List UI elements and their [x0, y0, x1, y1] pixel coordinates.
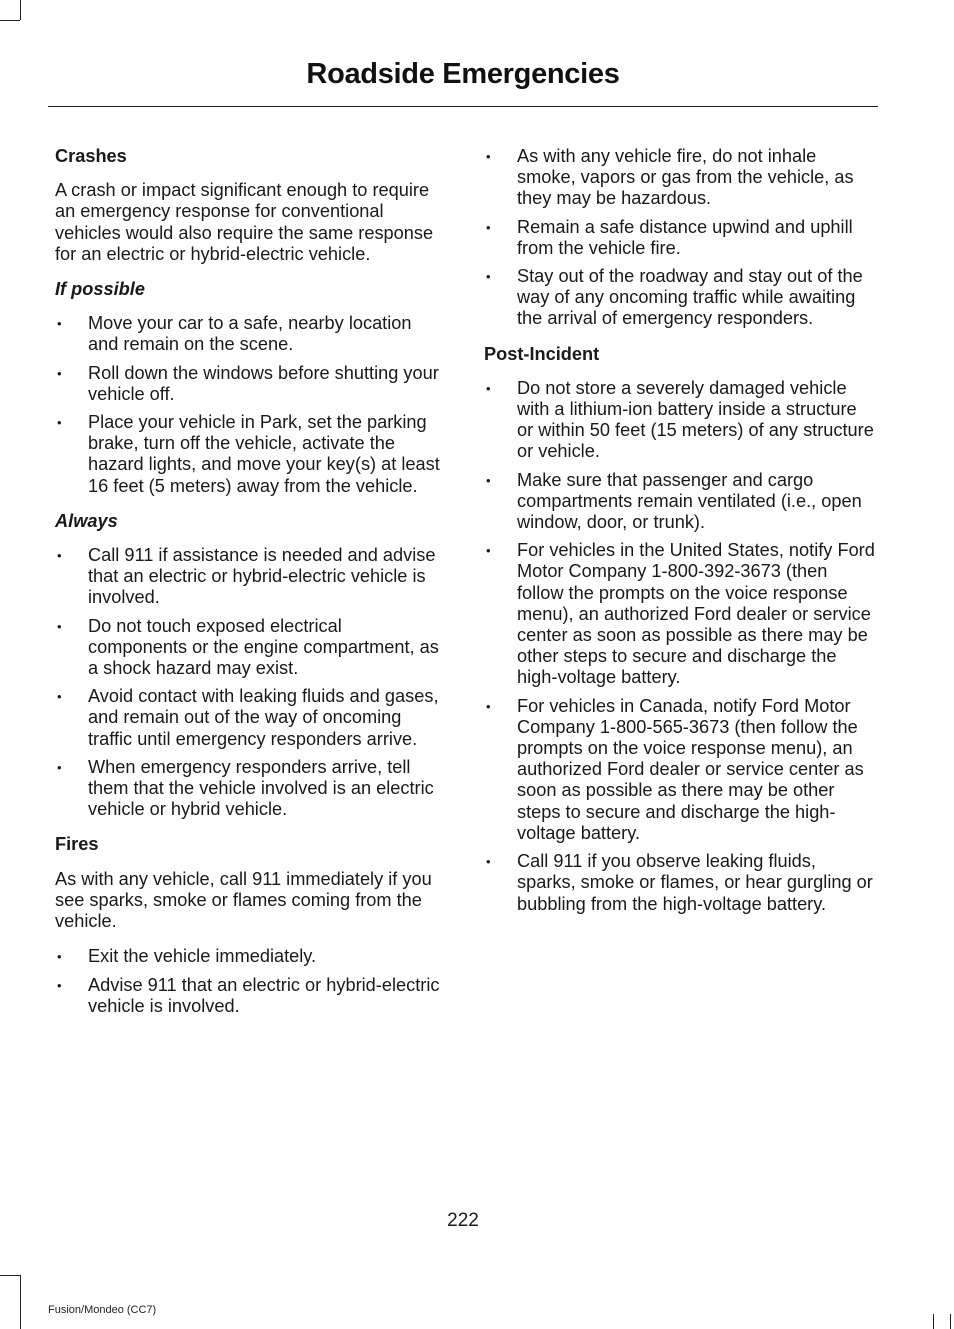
list-item: [484, 217, 876, 259]
bullet-icon: •: [57, 415, 62, 431]
crop-mark-bottom-left-h: [0, 1275, 20, 1276]
bullet-icon: •: [57, 977, 62, 993]
list-item: [484, 851, 876, 915]
list-item-text: Advise 911 that an electric or hybrid-electric vehicle is involved.: [88, 974, 440, 1016]
left-column: [55, 146, 445, 1031]
fires-list: [55, 946, 445, 1017]
bullet-icon: •: [486, 854, 491, 870]
list-item-text: Remain a safe distance upwind and uphill from the vehicle fire.: [517, 216, 853, 258]
crop-mark-bottom-right-1: [933, 1314, 934, 1329]
list-item: [55, 616, 445, 680]
bullet-icon: •: [486, 543, 491, 559]
bullet-icon: •: [57, 548, 62, 564]
fires-list-continued: [484, 146, 876, 330]
list-item-text: Stay out of the roadway and stay out of the way of any oncoming traffic while awaiting the arrival of emergency responders.: [517, 266, 863, 329]
list-item-text: Avoid contact with leaking fluids and gases, and remain out of the way of oncoming traffic until emergency responders arrive.: [88, 686, 439, 749]
if-possible-heading: If possible: [55, 279, 145, 300]
list-item: [55, 412, 445, 497]
post-incident-list: [484, 378, 876, 915]
list-item-text: As with any vehicle fire, do not inhale smoke, vapors or gas from the vehicle, as they may be hazardous.: [517, 146, 854, 209]
list-item: [55, 545, 445, 609]
post-incident-heading: Post-Incident: [484, 343, 600, 364]
if-possible-list: [55, 313, 445, 497]
footer-model-label: Fusion/Mondeo (CC7): [48, 1304, 157, 1316]
list-item: [55, 686, 445, 750]
title-rule: [48, 106, 878, 107]
right-column: [484, 146, 876, 929]
list-item: [55, 975, 445, 1017]
bullet-icon: •: [57, 689, 62, 705]
list-item: [55, 946, 445, 967]
crashes-paragraph: A crash or impact significant enough to require an emergency response for conventional vehicles would also require the same response for an electric or hybrid-electric vehicle.: [55, 180, 434, 264]
list-item: [484, 146, 876, 210]
bullet-icon: •: [57, 316, 62, 332]
bullet-icon: •: [57, 949, 62, 965]
list-item: [55, 363, 445, 405]
always-heading: Always: [55, 510, 118, 531]
fires-heading: Fires: [55, 834, 99, 855]
crop-mark-bottom-right-2: [950, 1314, 951, 1329]
list-item-text: Do not touch exposed electrical components or the engine compartment, as a shock hazard may exist.: [88, 615, 439, 679]
page-number: 222: [447, 1210, 479, 1231]
list-item-text: For vehicles in the United States, notify Ford Motor Company 1-800-392-3673 (then follow the prompts on the voice response menu), an authorized Ford dealer or service center as soon as possible as there may be other steps to secure and discharge the high-voltage battery.: [517, 540, 875, 688]
list-item: [484, 266, 876, 330]
list-item-text: Move your car to a safe, nearby location and remain on the scene.: [88, 313, 412, 355]
bullet-icon: •: [486, 472, 491, 488]
list-item-text: When emergency responders arrive, tell them that the vehicle involved is an electric vehicle or hybrid vehicle.: [88, 756, 434, 820]
fires-paragraph: As with any vehicle, call 911 immediately if you see sparks, smoke or flames coming from the vehicle.: [55, 868, 432, 932]
crashes-heading: Crashes: [55, 146, 127, 166]
list-item-text: Call 911 if you observe leaking fluids, sparks, smoke or flames, or hear gurgling or bubbling from the high-voltage battery.: [517, 851, 873, 914]
list-item-text: Do not store a severely damaged vehicle with a lithium-ion battery inside a structure or within 50 feet (15 meters) of any structure or vehicle.: [517, 377, 874, 462]
list-item: [484, 696, 876, 844]
bullet-icon: •: [486, 380, 491, 396]
bullet-icon: •: [486, 269, 491, 285]
page-title: Roadside Emergencies: [306, 58, 620, 90]
list-item-text: Exit the vehicle immediately.: [88, 946, 317, 967]
list-item: [484, 540, 876, 688]
bullet-icon: •: [57, 759, 62, 775]
bullet-icon: •: [486, 149, 491, 164]
bullet-icon: •: [57, 618, 62, 634]
list-item: [55, 313, 445, 355]
crop-mark-top-left-h: [0, 20, 20, 21]
list-item: [484, 470, 876, 534]
list-item: [55, 757, 445, 821]
list-item: [484, 378, 876, 463]
list-item-text: Call 911 if assistance is needed and advise that an electric or hybrid-electric vehicle is involved.: [88, 545, 436, 608]
bullet-icon: •: [486, 219, 491, 235]
list-item-text: Roll down the windows before shutting your vehicle off.: [88, 362, 439, 404]
list-item-text: For vehicles in Canada, notify Ford Motor Company 1-800-565-3673 (then follow the prompts on the voice response menu), an authorized Ford dealer or service center as soon as possible as there may be other steps to secure and discharge the high-voltage battery.: [517, 695, 864, 843]
bullet-icon: •: [486, 698, 491, 714]
crop-mark-bottom-left-v: [20, 1275, 21, 1329]
always-list: [55, 545, 445, 820]
bullet-icon: •: [57, 365, 62, 381]
list-item-text: Make sure that passenger and cargo compartments remain ventilated (i.e., open window, door, or trunk).: [517, 469, 862, 533]
crop-mark-top-left-v: [20, 0, 21, 20]
list-item-text: Place your vehicle in Park, set the parking brake, turn off the vehicle, activate the hazard lights, and move your key(s) at least 16 feet (5 meters) away from the vehicle.: [88, 412, 440, 496]
